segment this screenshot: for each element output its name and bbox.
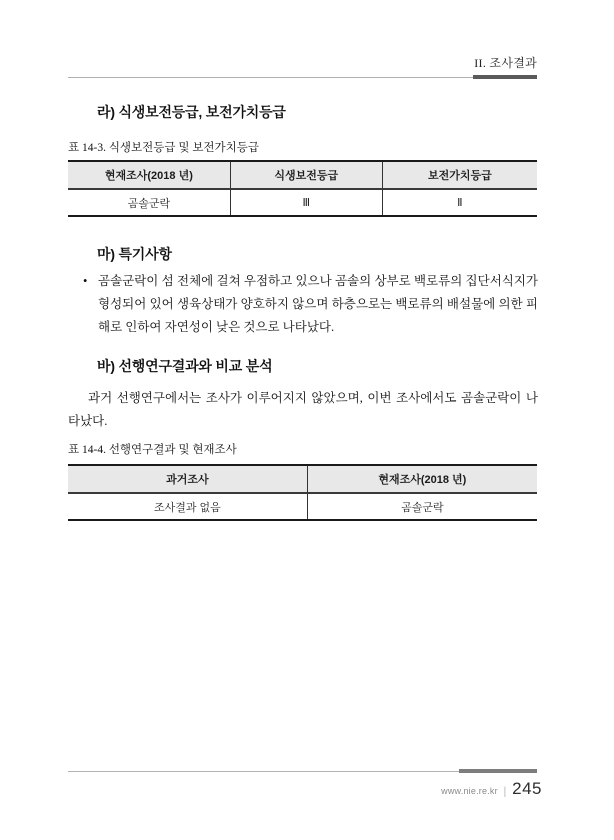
table-header-row [68, 465, 537, 493]
vegetation-grade-table [68, 160, 537, 217]
page-footer [441, 779, 542, 799]
table-cell: 곰솔군락 [307, 493, 537, 520]
column-header: 현재조사(2018 년) [307, 465, 537, 493]
table-row [68, 189, 537, 216]
table-cell: 조사결과 없음 [153, 501, 221, 514]
footer-url: www.nie.re.kr [441, 786, 498, 796]
section-heading-ba: 바) 선행연구결과와 비교 분석 [97, 358, 273, 374]
column-header: 과거조사 [68, 465, 307, 493]
list-item-text: 곰솔군락이 섬 전체에 걸쳐 우점하고 있으나 곰솔의 상부로 백로류의 집단서식지가 형성되어 있어 생육상태가 양호하지 않으며 하층으로는 백로류의 배설물에 의한 피해로 인하여 자연성이 낮은 것으로 나타났다. [98, 274, 538, 334]
header-rule-thick [473, 75, 537, 79]
footer-rule-thick [459, 769, 537, 773]
special-notes-block [68, 270, 538, 339]
survey-comparison-table [68, 464, 537, 521]
column-header: 식생보전등급 [230, 161, 382, 189]
header-rule-thin [68, 77, 537, 78]
table-row [68, 493, 537, 520]
table-cell: Ⅱ [382, 189, 537, 216]
table-caption-14-4: 표 14-4. 선행연구결과 및 현재조사 [68, 444, 237, 456]
comparison-paragraph: 과거 선행연구에서는 조사가 이루어지지 않았으며, 이번 조사에서도 곰솔군락이 나타났다. [68, 391, 538, 428]
list-item [68, 270, 538, 339]
section-heading-ra: 라) 식생보전등급, 보전가치등급 [97, 104, 286, 120]
column-header: 보전가치등급 [382, 161, 537, 189]
section-heading-ma: 마) 특기사항 [97, 246, 172, 262]
table-cell: 곰솔군락 [127, 197, 171, 210]
column-header: 현재조사(2018 년) [68, 161, 230, 189]
footer-separator: | [503, 785, 507, 797]
bullet-icon: • [83, 274, 88, 288]
table-cell: Ⅲ [230, 189, 382, 216]
table-caption-14-3: 표 14-3. 식생보전등급 및 보전가치등급 [68, 142, 259, 154]
page-number: 245 [512, 779, 542, 798]
running-header-title: II. 조사결과 [474, 56, 537, 70]
table-header-row [68, 161, 537, 189]
